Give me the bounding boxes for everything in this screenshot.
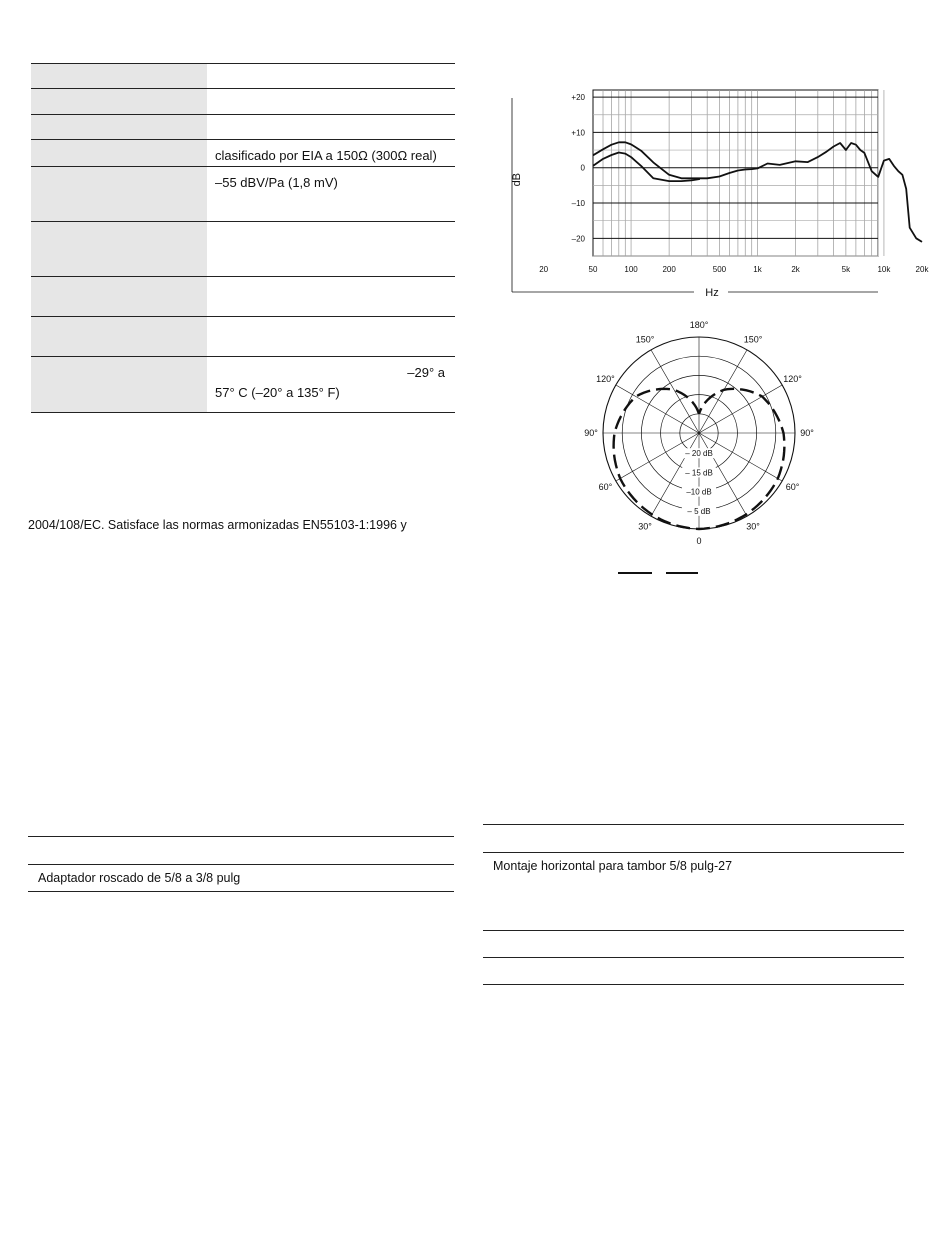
y-tick-label: –10 bbox=[571, 199, 585, 209]
spec-value bbox=[207, 222, 455, 277]
spec-label bbox=[31, 222, 207, 277]
spec-row bbox=[31, 115, 455, 140]
x-tick-label: 5k bbox=[841, 265, 851, 274]
x-tick-label: 200 bbox=[662, 265, 676, 274]
angle-label: 150° bbox=[743, 334, 763, 345]
accessory-item: Montaje horizontal para tambor 5/8 pulg-27 bbox=[483, 853, 904, 931]
spec-row bbox=[31, 317, 455, 357]
spec-value bbox=[207, 115, 455, 140]
spec-label bbox=[31, 140, 207, 167]
sensitivity-value: –55 dBV/Pa (1,8 mV) bbox=[207, 167, 455, 222]
spec-label bbox=[31, 167, 207, 222]
x-axis-label: Hz bbox=[705, 287, 719, 299]
spec-value bbox=[207, 64, 455, 89]
spec-label bbox=[31, 64, 207, 89]
temperature-line-2: 57° C (–20° a 135° F) bbox=[215, 385, 340, 400]
impedance-value: clasificado por EIA a 150Ω (300Ω real) bbox=[207, 140, 455, 167]
polar-spoke bbox=[616, 385, 699, 433]
angle-label: 120° bbox=[783, 374, 802, 384]
spec-row bbox=[31, 277, 455, 317]
specifications-table bbox=[31, 63, 455, 413]
spec-row bbox=[31, 140, 455, 167]
temperature-line-1: –29° a bbox=[407, 365, 445, 380]
x-tick-label: 20k bbox=[915, 265, 929, 274]
accessories-header bbox=[28, 837, 454, 865]
y-axis-label: dB bbox=[511, 172, 523, 187]
spec-value bbox=[207, 89, 455, 115]
spec-row bbox=[31, 357, 455, 413]
angle-label: 150° bbox=[635, 334, 655, 345]
accessories-table-right-2 bbox=[483, 930, 904, 985]
x-tick-label: 2k bbox=[791, 265, 800, 274]
angle-label: 30° bbox=[638, 521, 652, 532]
x-tick-label: 20 bbox=[539, 265, 549, 274]
angle-label: 120° bbox=[596, 374, 615, 384]
accessory-item: Adaptador roscado de 5/8 a 3/8 pulg bbox=[28, 865, 454, 892]
ring-label: – 20 dB bbox=[685, 449, 713, 459]
spec-label bbox=[31, 115, 207, 140]
angle-label: 30° bbox=[746, 521, 760, 532]
spec-row bbox=[31, 89, 455, 115]
x-tick-label: 500 bbox=[712, 265, 727, 274]
y-tick-label: +10 bbox=[571, 128, 585, 138]
y-tick-label: –20 bbox=[571, 234, 585, 244]
spec-label bbox=[31, 317, 207, 357]
spec-row bbox=[31, 64, 455, 89]
polar-spoke bbox=[651, 350, 699, 433]
angle-label: 60° bbox=[785, 482, 800, 492]
spec-label bbox=[31, 357, 207, 413]
angle-label: 60° bbox=[598, 482, 613, 492]
accessories-header bbox=[483, 825, 904, 853]
spec-label bbox=[31, 277, 207, 317]
polar-pattern-chart bbox=[578, 315, 828, 580]
spec-value bbox=[207, 277, 455, 317]
y-tick-label: 0 bbox=[580, 163, 585, 173]
accessories-header bbox=[483, 931, 904, 958]
compliance-text: 2004/108/EC. Satisface las normas armonizadas EN55103-1:1996 y bbox=[28, 518, 407, 532]
x-tick-label: 50 bbox=[588, 265, 598, 274]
frequency-response-chart bbox=[498, 78, 929, 300]
accessories-table-left bbox=[28, 836, 454, 892]
ring-label: – 5 dB bbox=[687, 506, 711, 516]
accessories-table-right bbox=[483, 824, 904, 931]
angle-label: 0 bbox=[696, 536, 702, 546]
spec-row bbox=[31, 167, 455, 222]
x-tick-label: 100 bbox=[624, 265, 638, 274]
ring-label: –10 dB bbox=[686, 487, 712, 497]
temperature-value bbox=[207, 357, 455, 413]
spec-row bbox=[31, 222, 455, 277]
angle-label: 90° bbox=[584, 428, 598, 438]
spec-value bbox=[207, 317, 455, 357]
x-tick-label: 10k bbox=[877, 265, 891, 274]
angle-label: 90° bbox=[800, 428, 814, 438]
y-tick-label: +20 bbox=[571, 93, 585, 103]
ring-label: – 15 dB bbox=[685, 468, 713, 478]
x-tick-label: 1k bbox=[753, 265, 762, 274]
spec-label bbox=[31, 89, 207, 115]
angle-label: 180° bbox=[689, 320, 709, 330]
accessory-item bbox=[483, 958, 904, 985]
polar-spoke bbox=[699, 385, 782, 433]
